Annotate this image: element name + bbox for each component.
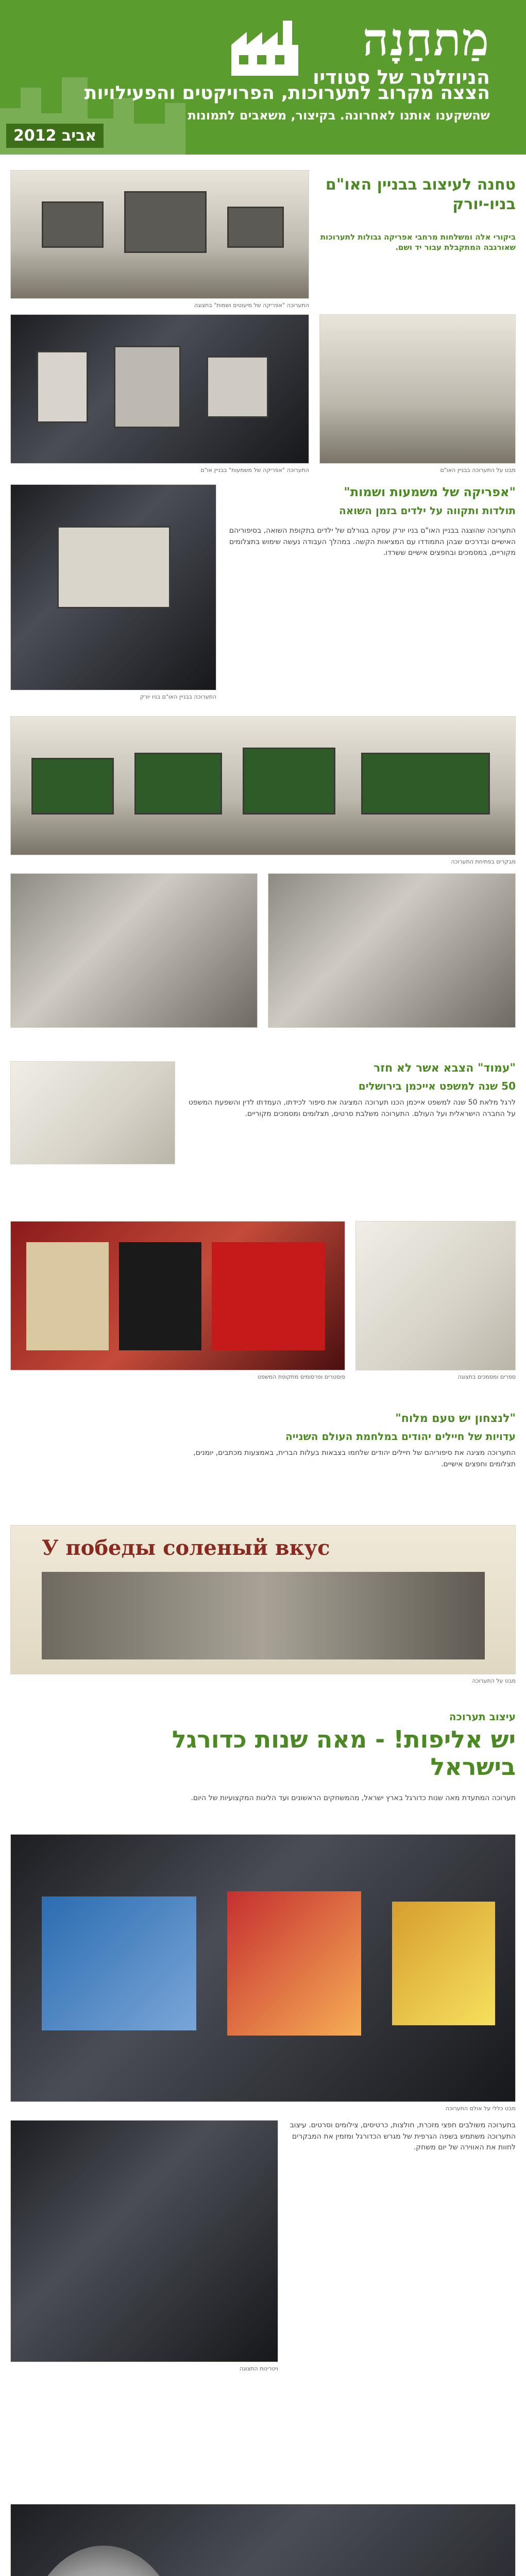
section2-caption: התערוכה בבניין האו"ם בניו יורק xyxy=(140,693,216,700)
section1-caption-top: התערוכה "אפריקה של מיעוטים ושמות" בתצוגה xyxy=(194,302,309,309)
un-building-lobby-photo xyxy=(10,170,309,299)
section2-body: התערוכה שהוצגה בבניין האו"ם בניו יורק עסקה בגורלם של ילדים בתקופת השואה, בסיפוריהם האישיים ובדרכים שבהן התמודדו עם המציאות הקשה. במהלך העבודה נעשה שימוש בתצלומים מקוריים, במסמכים ובחפצים אישיים ששרדו. xyxy=(229,527,516,557)
football-hall-photo xyxy=(10,1834,516,2102)
section4-body: התערוכה מציגה את סיפוריהם של חיילים יהודים שלחמו בצבאות בעלות הברית, באמצעות מכתבים, יומנים, תצלומים וחפצים אישיים. xyxy=(193,1449,516,1468)
section2-exhibit-photo xyxy=(10,484,216,690)
football-stadium-photo xyxy=(10,2504,516,2576)
newsletter-subtitle: הניוזלטר של סטודיו xyxy=(313,66,490,89)
section3-subtitle: 50 שנה למשפט אייכמן בירושלים xyxy=(358,1080,516,1092)
eichmann-posters-photo xyxy=(10,1221,345,1370)
section5-intro: תערוכה המתעדת מאה שנות כדורגל בארץ ישראל, מהמשחקים הראשונים ועד הליגות המקצועיות של היום. xyxy=(191,1794,516,1802)
victory-banner-photo xyxy=(10,1525,516,1674)
section1-caption-crowd: מבקרים בפתיחת התערוכה xyxy=(451,858,516,865)
header-tagline: הצצה מקרוב לתערוכות, הפרויקטים והפעילויות xyxy=(84,82,490,104)
section3-display-photo xyxy=(10,1061,175,1164)
exhibition-wall-photo xyxy=(10,314,309,464)
section4-subtitle: עדויות של חיילים יהודים במלחמת העולם השנייה xyxy=(285,1430,516,1443)
logo-text-block xyxy=(313,12,490,89)
section5-title: יש אליפות! - מאה שנות כדורגל בישראל xyxy=(172,1725,516,1781)
victory-banner-text: У победы соленый вкус xyxy=(42,1536,330,1560)
un-panorama-photo xyxy=(10,716,516,855)
issue-date-badge: אביב 2012 xyxy=(6,124,104,148)
section4-title: "לנצחון יש טעם מלוח" xyxy=(395,1412,516,1425)
section1-title: טחנה לעיצוב בבניין האו"ם בניו-יורק xyxy=(325,176,516,213)
section3-title: "עמוד" הצבא אשר לא חזר xyxy=(374,1062,516,1075)
section3-body: לרגל מלאת 50 שנה למשפט אייכמן הכנו תערוכה המציגה את סיפור לכידתו, העמדתו לדין והשפעת המשפט על החברה הישראלית ועל העולם. התערוכה משלבת סרטים, תצלומים ומסמכים מקוריים. xyxy=(188,1098,516,1118)
section5-caption-hall: מבט כללי על אולם התערוכה xyxy=(445,2105,516,2112)
section4-caption: מבט על התערוכה xyxy=(472,1677,516,1684)
section3-caption-books: ספרים ומסמכים בתצוגה xyxy=(457,1374,516,1380)
section5-body: בתערוכה משולבים חפצי מזכרת, חולצות, כרטיסים, צילומים וסרטים. עיצוב התערוכה משתמש בשפה הגרפית של מגרש הכדורגל ומזמין את המבקרים לחוות את האווירה של יום משחק. xyxy=(290,2121,516,2152)
factory-icon xyxy=(226,16,303,78)
exhibition-visitors-photo xyxy=(319,314,516,464)
newsletter-header xyxy=(0,0,526,155)
section2-subtitle: תולדות ותקווה על ילדים בזמן השואה xyxy=(338,504,516,517)
crowd-photo-left xyxy=(10,873,258,1028)
section5-caption-cases: ויטרינות התצוגה xyxy=(239,2365,278,2372)
football-cases-photo xyxy=(10,2120,278,2362)
logo-row xyxy=(226,12,490,89)
crowd-photo-right xyxy=(268,873,516,1028)
section5-kicker: עיצוב תערוכה xyxy=(449,1710,516,1723)
header-tagline-secondary: שהשקענו אותנו לאחרונה. בקיצור, משאבים לתמונות xyxy=(188,108,490,123)
section1-subtitle: ביקורי אלה ומשלחות מרחבי אפריקה גבולות לתערוכות שאורגבה המתקבלת עבור יד ושם. xyxy=(320,232,516,252)
newsletter-title: מַתחַנָה xyxy=(362,12,490,66)
section1-caption-wall: התערוכה "אפריקה של משמעות" בבניין או"ם xyxy=(200,467,309,473)
section2-title: "אפריקה של משמעות ושמות" xyxy=(344,485,516,499)
section1-caption-room: מבט על התערוכה בבניין האו"ם xyxy=(440,467,516,473)
eichmann-books-photo xyxy=(355,1221,516,1370)
section3-caption-posters: פוסטרים ופרסומים מתקופת המשפט xyxy=(257,1374,345,1380)
